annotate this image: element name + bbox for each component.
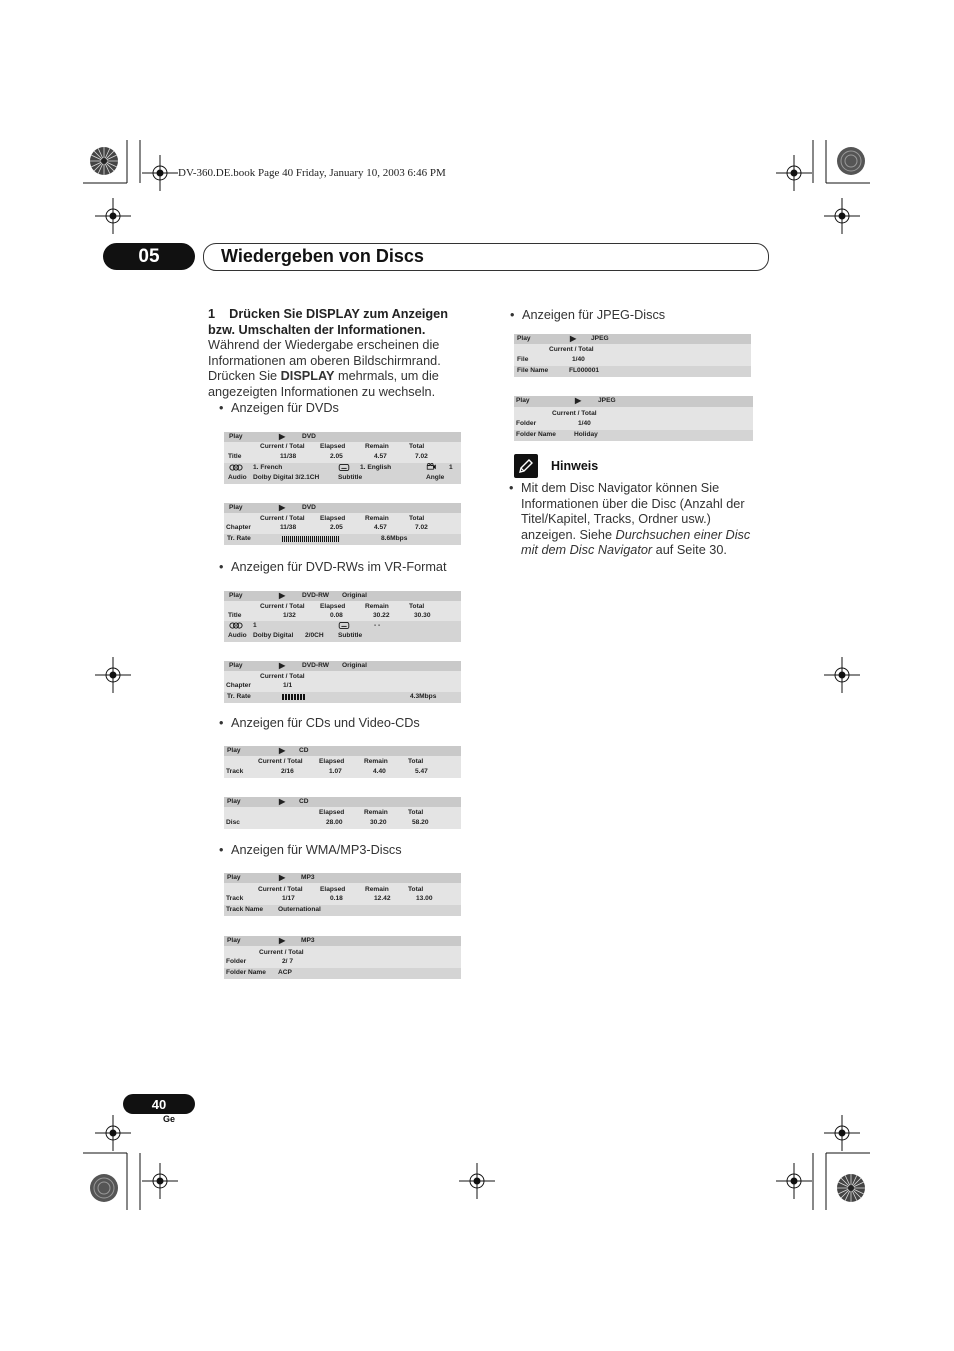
- osd-label: Current / Total: [260, 515, 305, 522]
- language-code: Ge: [163, 1114, 176, 1124]
- osd-value: 0.08: [330, 612, 343, 619]
- osd-panel-mp3-1: [224, 873, 461, 916]
- osd-header-band: [224, 873, 461, 883]
- osd-label: Audio: [228, 474, 247, 481]
- osd-value: 0.18: [330, 895, 343, 902]
- osd-label: Current / Total: [549, 346, 594, 353]
- osd-label: Folder Name: [226, 969, 266, 976]
- osd-panel-dvdrw-2: [224, 661, 461, 703]
- osd-disc-type: MP3: [301, 937, 315, 944]
- bullet-mp3: • Anzeigen für WMA/MP3-Discs: [231, 843, 402, 858]
- osd-value: 1/40: [572, 356, 585, 363]
- osd-value: 7.02: [415, 524, 428, 531]
- osd-label: Disc: [226, 819, 240, 826]
- osd-disc-type: JPEG: [591, 335, 609, 342]
- osd-label: Chapter: [226, 682, 251, 689]
- osd-value: 30.22: [373, 612, 390, 619]
- osd-label: Tr. Rate: [227, 535, 251, 542]
- osd-disc-type: CD: [299, 798, 309, 805]
- osd-time-band: [224, 513, 461, 534]
- osd-value: Holiday: [574, 431, 598, 438]
- osd-play: Play: [227, 874, 241, 881]
- osd-label: Tr. Rate: [227, 693, 251, 700]
- osd-header-band: [224, 661, 461, 671]
- osd-value: 7.02: [415, 453, 428, 460]
- registration-target-icon: [776, 155, 812, 191]
- osd-play: Play: [229, 592, 243, 599]
- osd-value: 1/40: [578, 420, 591, 427]
- osd-label: Chapter: [226, 524, 251, 531]
- osd-play: Play: [229, 662, 243, 669]
- osd-label: Elapsed: [320, 443, 346, 450]
- osd-time-band: [224, 883, 461, 905]
- osd-value: 30.30: [414, 612, 431, 619]
- osd-label: Current / Total: [260, 603, 305, 610]
- bit-rate-meter: [282, 536, 340, 542]
- star-target-icon: [89, 1173, 119, 1203]
- star-target-icon: [836, 1173, 866, 1203]
- osd-label: Current / Total: [260, 443, 305, 450]
- osd-value: 11/38: [280, 524, 297, 531]
- osd-label: Total: [409, 515, 425, 522]
- osd-time-band: [224, 601, 461, 621]
- note-text-part: auf Seite 30.: [652, 543, 727, 557]
- osd-value: 1/17: [282, 895, 295, 902]
- note-pencil-icon: [514, 454, 538, 478]
- osd-label: Total: [408, 886, 424, 893]
- registration-target-icon: [142, 1163, 178, 1199]
- play-icon: ▶: [279, 936, 286, 945]
- play-icon: ▶: [570, 334, 577, 343]
- osd-value: 2.05: [330, 453, 343, 460]
- osd-value: 1/1: [283, 682, 293, 689]
- star-target-icon: [836, 146, 866, 176]
- osd-time-band: [224, 442, 461, 463]
- audio-icon: [228, 464, 244, 471]
- osd-label: Remain: [364, 809, 388, 816]
- registration-target-icon: [824, 198, 860, 234]
- osd-value: 1. French: [253, 464, 283, 471]
- note-text-part: Mit dem Disc Navigator können Sie Informationen über die Disc (Anzahl der Titel/Kapitel, Tracks, Ordner usw.) anzeigen. Siehe: [521, 481, 745, 542]
- bullet-cd: • Anzeigen für CDs und Video-CDs: [231, 716, 420, 731]
- osd-label: Elapsed: [319, 758, 345, 765]
- note-reference: Durchsuchen einer Disc mit dem Disc Navigator: [521, 527, 751, 557]
- play-icon: ▶: [279, 797, 286, 806]
- osd-panel-jpeg-1: [514, 334, 751, 377]
- osd-disc-type: DVD-RW: [302, 592, 329, 599]
- osd-play: Play: [516, 397, 530, 404]
- osd-label: Current / Total: [258, 758, 303, 765]
- play-icon: ▶: [279, 432, 286, 441]
- paragraph-text: Während der Wiedergabe erscheinen die Informationen am oberen Bildschirmrand. Drücken Sie: [208, 338, 441, 383]
- osd-play: Play: [229, 504, 243, 511]
- osd-value: 5.47: [415, 768, 428, 775]
- osd-label: Folder: [226, 958, 247, 965]
- osd-name-band: [514, 430, 753, 441]
- bit-rate-meter: [282, 694, 306, 700]
- osd-value: 58.20: [412, 819, 429, 826]
- osd-value: 2/16: [281, 768, 294, 775]
- osd-label: Elapsed: [320, 886, 346, 893]
- osd-play: Play: [227, 747, 241, 754]
- osd-disc-type: DVD: [302, 433, 316, 440]
- osd-value: 4.57: [374, 524, 387, 531]
- osd-mode: Original: [342, 592, 367, 599]
- osd-label: Total: [409, 443, 425, 450]
- osd-value: ACP: [278, 969, 292, 976]
- osd-disc-type: JPEG: [598, 397, 616, 404]
- registration-target-icon: [95, 1115, 131, 1151]
- osd-label: Track Name: [226, 906, 264, 913]
- osd-value: 13.00: [416, 895, 433, 902]
- osd-play: Play: [227, 798, 241, 805]
- osd-time-band: [224, 756, 461, 778]
- osd-name-band: [224, 905, 461, 916]
- osd-folder-band: [514, 407, 753, 430]
- osd-label: Track: [226, 895, 244, 902]
- osd-value: 4.3Mbps: [410, 693, 437, 700]
- registration-target-icon: [459, 1163, 495, 1199]
- star-target-icon: [89, 146, 119, 176]
- osd-panel-jpeg-2: [514, 396, 753, 441]
- osd-value: 1/32: [283, 612, 296, 619]
- book-info-line: DV-360.DE.book Page 40 Friday, January 10, 2003 6:46 PM: [178, 167, 446, 179]
- osd-value: 1. English: [360, 464, 392, 471]
- osd-value: Dolby Digital 3/2.1CH: [253, 474, 320, 481]
- osd-label: Title: [228, 453, 242, 460]
- osd-value: 2/ 7: [282, 958, 293, 965]
- osd-value: 30.20: [370, 819, 387, 826]
- step-instruction: [208, 307, 470, 338]
- osd-play: Play: [227, 937, 241, 944]
- osd-time-band: [224, 807, 461, 829]
- osd-time-band: [224, 671, 461, 692]
- osd-header-band: [224, 591, 461, 601]
- osd-label: Current / Total: [258, 886, 303, 893]
- osd-header-band: [224, 432, 461, 442]
- osd-label: Remain: [365, 886, 389, 893]
- registration-target-icon: [95, 198, 131, 234]
- osd-value: Dolby Digital: [253, 632, 294, 639]
- osd-disc-type: CD: [299, 747, 309, 754]
- play-icon: ▶: [279, 661, 286, 670]
- osd-label: Current / Total: [259, 949, 304, 956]
- osd-play: Play: [229, 433, 243, 440]
- osd-rate-band: [224, 692, 461, 703]
- osd-header-band: [224, 936, 461, 946]
- play-icon: ▶: [279, 873, 286, 882]
- subtitle-icon: [338, 464, 350, 471]
- osd-value: 2.05: [330, 524, 343, 531]
- osd-folder-band: [224, 946, 461, 968]
- osd-audio-band: [224, 621, 461, 642]
- osd-value: 4.57: [374, 453, 387, 460]
- osd-label: Folder: [516, 420, 537, 427]
- page-title: Wiedergeben von Discs: [221, 246, 424, 266]
- step-text: Drücken Sie DISPLAY zum Anzeigen bzw. Umschalten der Informationen.: [208, 307, 448, 337]
- osd-label: Elapsed: [320, 515, 346, 522]
- osd-label: Elapsed: [319, 809, 345, 816]
- osd-value: 2/0CH: [305, 632, 324, 639]
- osd-label: Subtitle: [338, 474, 363, 481]
- osd-panel-dvdrw-1: [224, 591, 461, 642]
- play-icon: ▶: [575, 396, 582, 405]
- osd-label: Track: [226, 768, 244, 775]
- osd-panel-dvd-1: [224, 432, 461, 484]
- osd-value: 8.6Mbps: [381, 535, 408, 542]
- osd-label: Audio: [228, 632, 247, 639]
- note-text: [521, 481, 767, 559]
- angle-icon: [425, 463, 438, 470]
- registration-target-icon: [824, 1115, 860, 1151]
- intro-paragraph: [208, 338, 470, 400]
- osd-label: File Name: [517, 367, 549, 374]
- page-number: 40: [123, 1094, 195, 1114]
- osd-value: - -: [374, 622, 381, 629]
- note-title: Hinweis: [551, 459, 599, 473]
- osd-header-band: [224, 797, 461, 807]
- chapter-number: 05: [103, 243, 195, 270]
- osd-label: Total: [409, 603, 425, 610]
- osd-label: Total: [408, 809, 424, 816]
- osd-label: Remain: [365, 443, 389, 450]
- osd-label: Title: [228, 612, 242, 619]
- osd-disc-type: DVD-RW: [302, 662, 329, 669]
- osd-play: Play: [517, 335, 531, 342]
- step-number: 1: [208, 307, 216, 321]
- registration-target-icon: [95, 657, 131, 693]
- play-icon: ▶: [279, 591, 286, 600]
- osd-header-band: [224, 746, 461, 756]
- osd-file-band: [514, 344, 751, 366]
- osd-disc-type: DVD: [302, 504, 316, 511]
- osd-label: Remain: [364, 758, 388, 765]
- osd-panel-cd-1: [224, 746, 461, 778]
- osd-value: Outernational: [278, 906, 321, 913]
- osd-label: Current / Total: [260, 673, 305, 680]
- osd-value: 12.42: [374, 895, 391, 902]
- registration-target-icon: [142, 155, 178, 191]
- osd-name-band: [514, 366, 751, 377]
- play-icon: ▶: [279, 746, 286, 755]
- registration-target-icon: [776, 1163, 812, 1199]
- osd-disc-type: MP3: [301, 874, 315, 881]
- display-key: DISPLAY: [280, 369, 335, 383]
- osd-panel-dvd-2: [224, 503, 461, 545]
- osd-value: 1: [253, 622, 257, 629]
- osd-value: 1: [449, 464, 453, 471]
- osd-label: Angle: [426, 474, 445, 481]
- osd-label: Remain: [365, 515, 389, 522]
- osd-value: 11/38: [280, 453, 297, 460]
- osd-value: 28.00: [326, 819, 343, 826]
- osd-label: Total: [408, 758, 424, 765]
- osd-label: Elapsed: [320, 603, 346, 610]
- registration-target-icon: [824, 657, 860, 693]
- osd-name-band: [224, 968, 461, 979]
- osd-header-band: [514, 334, 751, 344]
- osd-label: Folder Name: [516, 431, 556, 438]
- paragraph-text: mehrmals, um die angezeigten Informationen zu wechseln.: [208, 369, 439, 399]
- osd-value: 4.40: [373, 768, 386, 775]
- osd-label: Current / Total: [552, 410, 597, 417]
- osd-rate-band: [224, 534, 461, 545]
- bullet-dvdrw: • Anzeigen für DVD-RWs im VR-Format: [231, 560, 447, 575]
- osd-label: Remain: [365, 603, 389, 610]
- play-icon: ▶: [279, 503, 286, 512]
- osd-panel-cd-2: [224, 797, 461, 829]
- osd-label: File: [517, 356, 529, 363]
- osd-mode: Original: [342, 662, 367, 669]
- osd-value: 1.07: [329, 768, 342, 775]
- bullet-jpeg: • Anzeigen für JPEG-Discs: [522, 308, 665, 323]
- osd-header-band: [224, 503, 461, 513]
- osd-panel-mp3-2: [224, 936, 461, 979]
- bullet-dvd: • Anzeigen für DVDs: [231, 401, 339, 416]
- osd-label: Subtitle: [338, 632, 363, 639]
- osd-header-band: [514, 396, 753, 407]
- subtitle-icon: [338, 622, 350, 629]
- osd-value: FL000001: [569, 367, 600, 374]
- osd-audio-band: [224, 463, 461, 484]
- audio-icon: [228, 622, 244, 629]
